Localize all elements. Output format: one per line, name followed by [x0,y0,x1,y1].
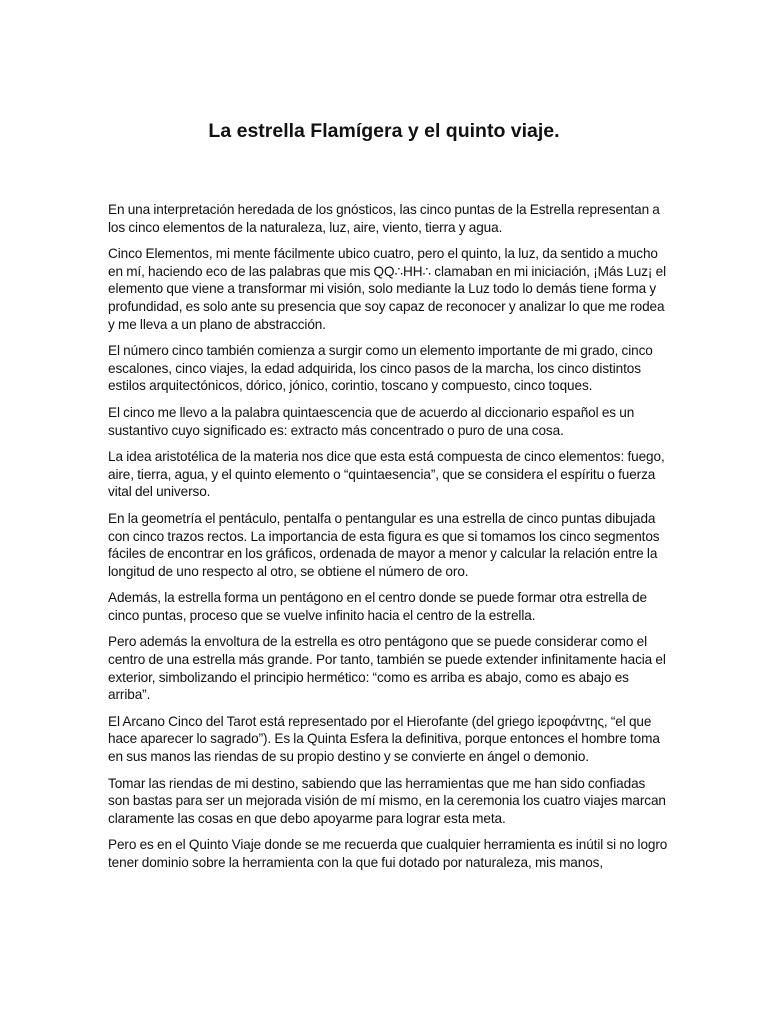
paragraph-9: El Arcano Cinco del Tarot está representado por el Hierofante (del griego ἱεροφάντης, “el que hace aparecer lo sagrado”). Es la Quinta Esfera la definitiva, porque entonces el hombre toma en sus manos las riendas de su propio destino y se convierte en ángel o demonio. [108,713,660,765]
paragraph-11: Pero es en el Quinto Viaje donde se me recuerda que cualquier herramienta es inútil si no logro tener dominio sobre la herramienta con la que fui dotado por naturaleza, mis manos, [108,837,668,870]
paragraph-3: El número cinco también comienza a surgir como un elemento importante de mi grado, cinco escalones, cinco viajes, la edad adquirida, los cinco pasos de la marcha, los cinco distintos estilos arquitectónicos, dórico, jónico, corintio, toscano y compuesto, cinco toques. [108,343,653,394]
paragraph-1: En una interpretación heredada de los gnósticos, las cinco puntas de la Estrella representan a los cinco elementos de la naturaleza, luz, aire, viento, tierra y agua. [108,202,660,235]
paragraph-5: La idea aristotélica de la materia nos dice que esta está compuesta de cinco elementos: fuego, aire, tierra, agua, y el quinto elemento o “quintaesencia”, que se considera el espíritu o fuerza vital del universo. [108,449,665,500]
paragraph-6: En la geometría el pentáculo, pentalfa o pentangular es una estrella de cinco puntas dibujada con cinco trazos rectos. La importancia de esta figura es que si tomamos los cinco segmentos fáciles de encontrar en los gráficos, ordenada de mayor a menor y calcular la relación entre la longitud de uno respecto al otro, se obtiene el número de oro. [108,510,660,579]
document-body [108,201,668,881]
paragraph-10: Tomar las riendas de mi destino, sabiendo que las herramientas que me han sido confiadas son bastas para ser un mejorada visión de mí mismo, en la ceremonia los cuatro viajes marcan claramente las cosas en que debo apoyarme para lograr esta meta. [108,775,666,826]
paragraph-4: El cinco me llevo a la palabra quintaescencia que de acuerdo al diccionario español es un sustantivo cuyo significado es: extracto más concentrado o puro de una cosa. [108,404,635,438]
document-title: La estrella Flamígera y el quinto viaje. [208,120,560,142]
paragraph-7: Además, la estrella forma un pentágono en el centro donde se puede formar otra estrella de cinco puntas, proceso que se vuelve infinito hacia el centro de la estrella. [108,590,647,623]
paragraph-2: Cinco Elementos, mi mente fácilmente ubico cuatro, pero el quinto, la luz, da sentido a mucho en mí, haciendo eco de las palabras que mis QQ∴HH∴ clamaban en mi iniciación, ¡Más Luz¡ el elemento que viene a transformar mi visión, solo mediante la Luz todo lo demás tiene forma y profundidad, es solo ante su presencia que soy capaz de reconocer y analizar lo que me rodea y me lleva a un plano de abstracción. [108,246,666,332]
paragraph-8: Pero además la envoltura de la estrella es otro pentágono que se puede considerar como el centro de una estrella más grande. Por tanto, también se puede extender infinitamente hacia el exterior, simbolizando el principio hermético: “como es arriba es abajo, como es abajo es arriba”. [108,634,666,703]
